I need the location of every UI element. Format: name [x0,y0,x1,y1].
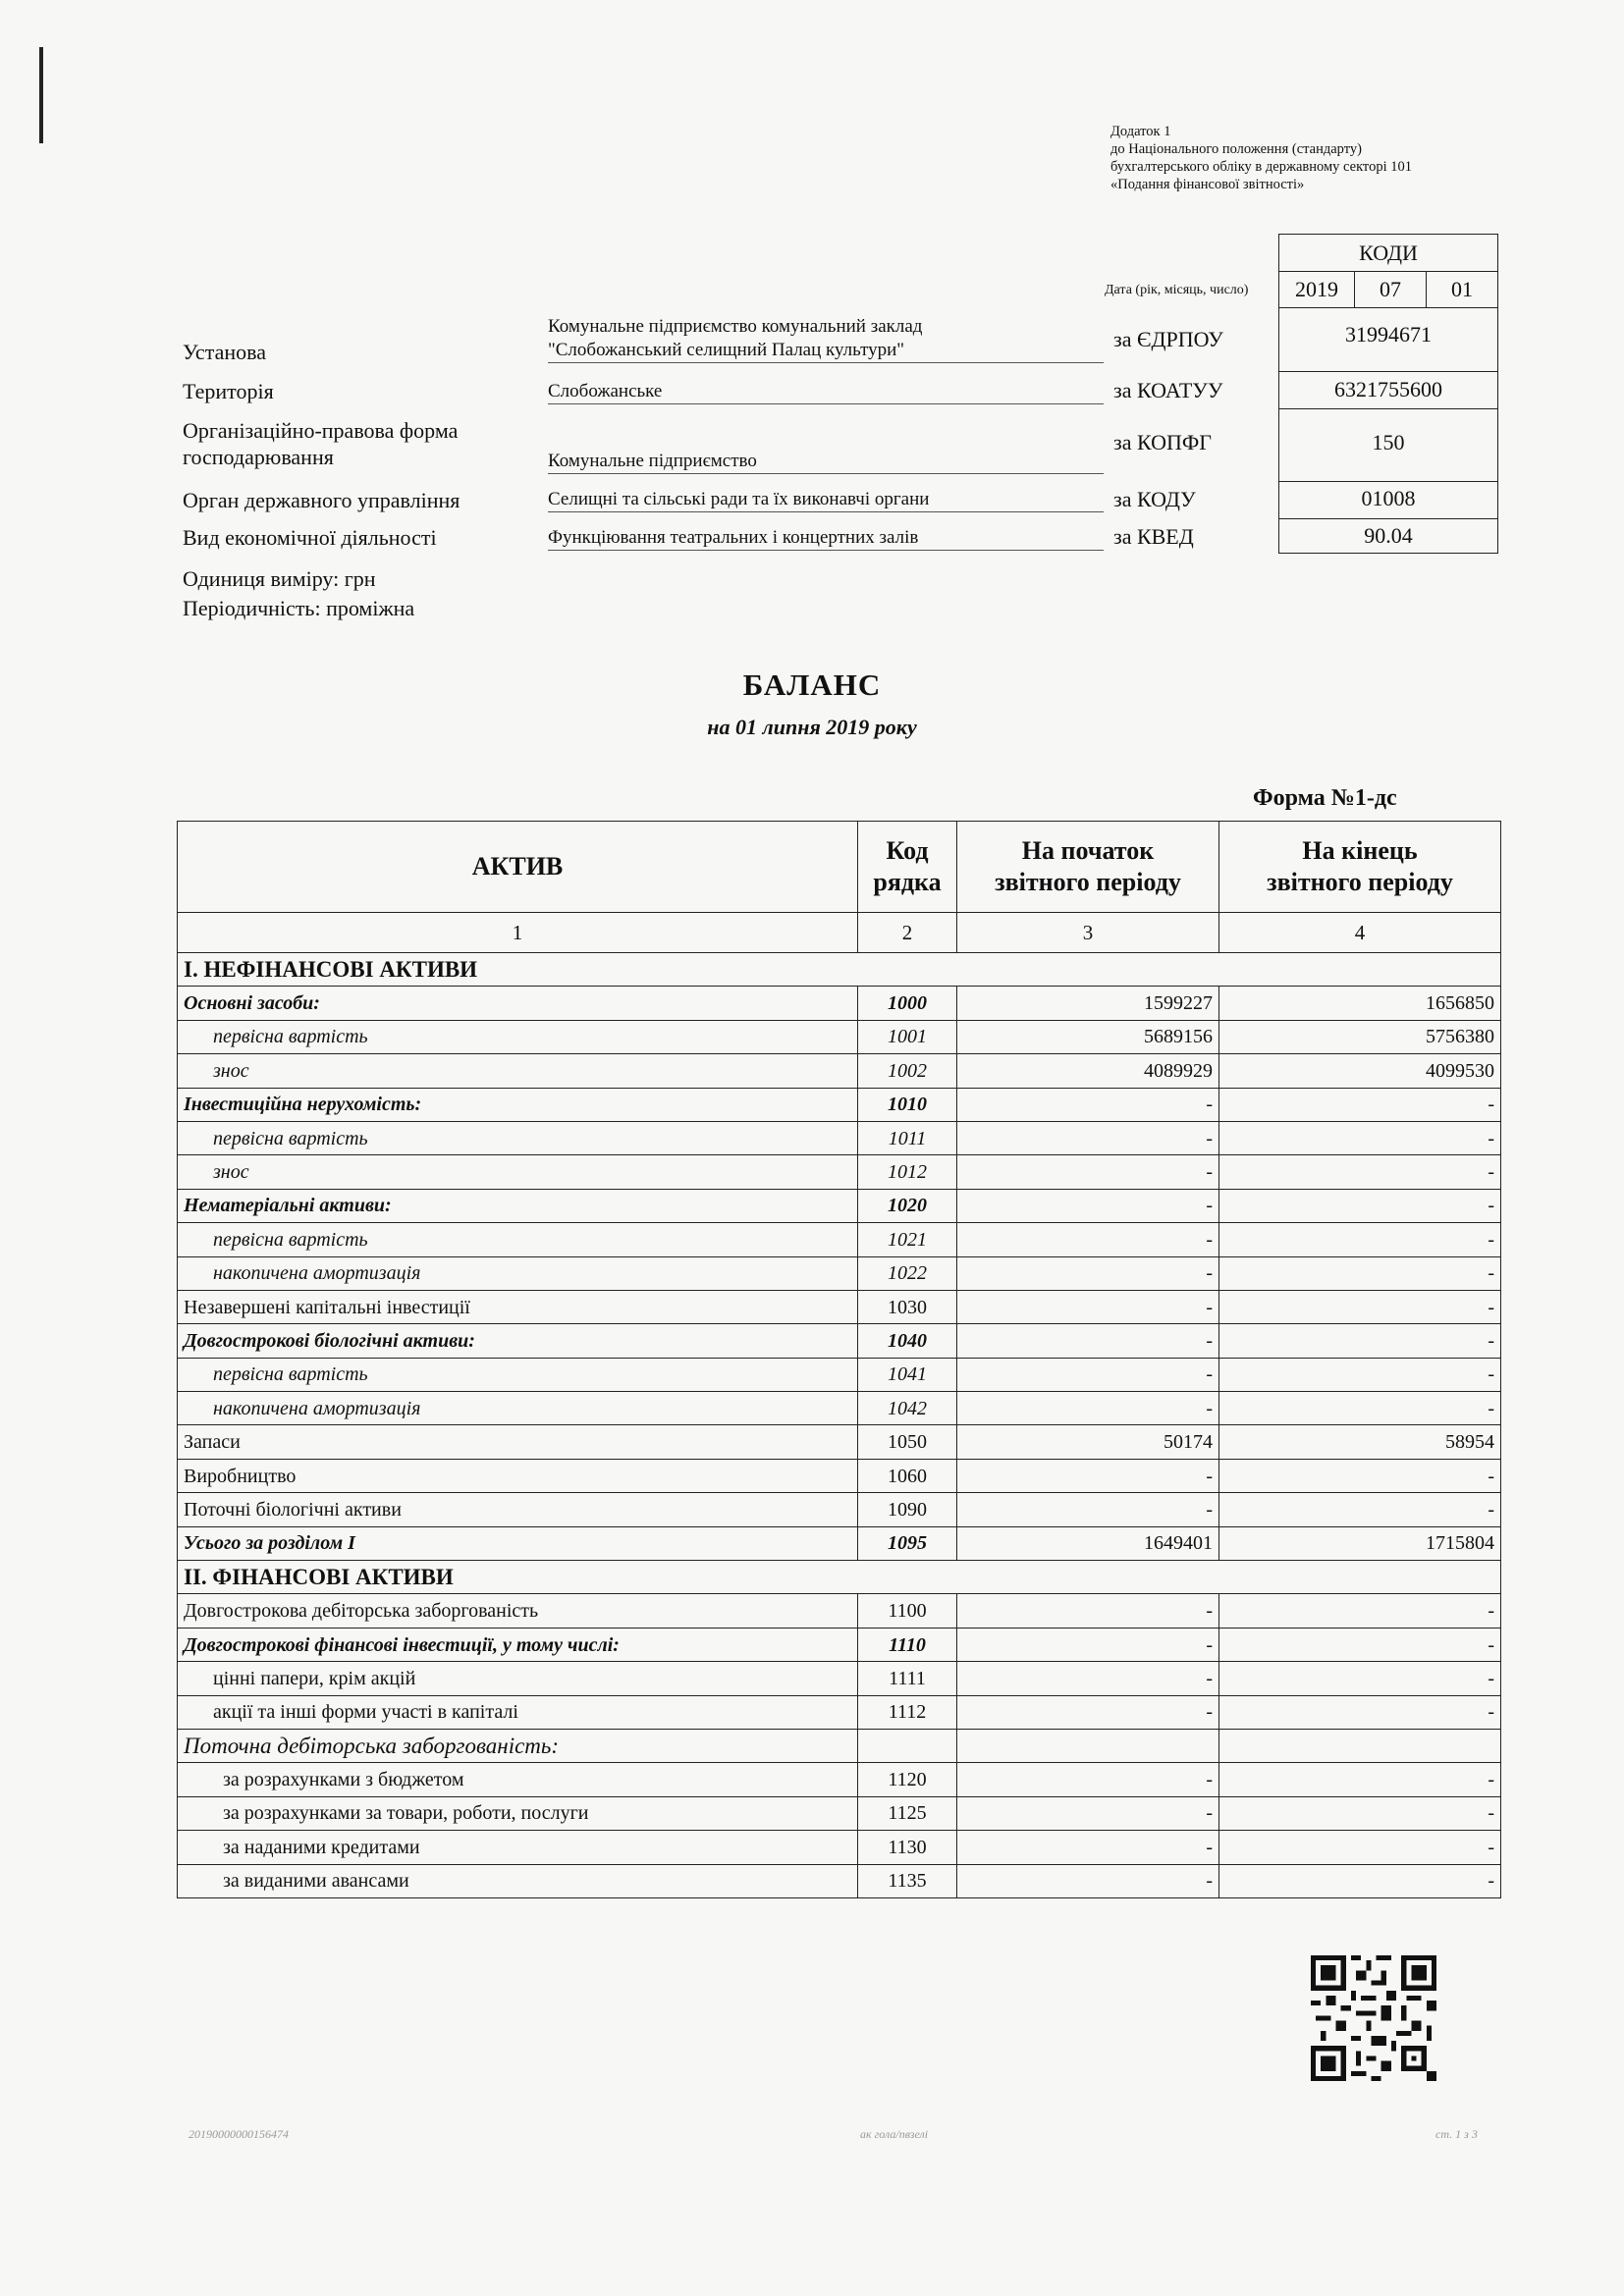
row-code: 1010 [858,1088,957,1121]
codes-header-table [1278,234,1498,308]
annex-line-4: «Подання фінансової звітності» [1110,177,1305,192]
row-start-value: - [957,1189,1219,1222]
row-label: за наданими кредитами [178,1831,858,1864]
section-heading: I. НЕФІНАНСОВІ АКТИВИ [178,953,1501,987]
row-code: 1050 [858,1425,957,1459]
row-label: Незавершені капітальні інвестиції [178,1290,858,1323]
col-number: 1 [178,913,858,953]
header-start-line-1: На початок [1021,836,1155,865]
row-code: 1020 [858,1189,957,1222]
row-start-value: 4089929 [957,1054,1219,1088]
row-end-value: - [1219,1223,1501,1256]
legal-form-label-line-2: господарювання [183,445,334,469]
row-start-value: - [957,1121,1219,1154]
row-end-value: - [1219,1763,1501,1796]
row-start-value: - [957,1628,1219,1661]
row-end-value: 58954 [1219,1425,1501,1459]
table-row [178,1155,1501,1189]
table-row [178,1493,1501,1526]
row-code: 1135 [858,1864,957,1897]
footer-doc-id: 20190000000156474 [189,2127,289,2141]
row-label: Запаси [178,1425,858,1459]
activity-label: Вид економічної діяльності [183,525,437,550]
codes-box [1278,306,1498,554]
koatuu-label: за КОАТУУ [1113,378,1223,402]
row-label: первісна вартість [178,1223,858,1256]
row-label: накопичена амортизація [178,1392,858,1425]
institution-value-line-2: "Слобожанський селищний Палац культури" [548,340,905,360]
row-start-value: - [957,1358,1219,1391]
row-start-value: - [957,1088,1219,1121]
row-start-value: - [957,1831,1219,1864]
edrpou-label: за ЄДРПОУ [1113,327,1223,351]
balance-table [177,821,1501,1898]
code-divider [1279,408,1497,409]
col-number: 3 [957,913,1219,953]
table-row [178,1662,1501,1695]
row-label: Усього за розділом I [178,1526,858,1560]
row-label: Виробництво [178,1459,858,1492]
table-row [178,1256,1501,1290]
table-row [178,1831,1501,1864]
row-label: за розрахунками з бюджетом [178,1763,858,1796]
kodu-label: за КОДУ [1113,487,1196,511]
legal-form-label [183,417,458,470]
form-number: Форма №1-дс [1253,785,1397,811]
row-end-value: - [1219,1628,1501,1661]
date-year: 2019 [1279,272,1355,308]
row-start-value [957,1729,1219,1762]
table-row [178,1425,1501,1459]
activity-value: Функціювання театральних і концертних залів [548,526,1104,551]
table-row [178,987,1501,1020]
row-label: первісна вартість [178,1358,858,1391]
date-day: 01 [1427,272,1498,308]
row-start-value: - [957,1155,1219,1189]
page-margin-mark [39,47,43,143]
row-end-value: - [1219,1864,1501,1897]
table-row [178,1020,1501,1053]
date-label: Дата (рік, місяць, число) [1105,283,1249,297]
row-label: знос [178,1155,858,1189]
row-end-value: - [1219,1831,1501,1864]
table-row [178,1459,1501,1492]
footer-page-number: ст. 1 з 3 [1435,2127,1478,2141]
table-row [178,1628,1501,1661]
row-code: 1120 [858,1763,957,1796]
header-end-line-2: звітного періоду [1267,868,1453,896]
document-title: БАЛАНС [742,667,882,702]
row-start-value: - [957,1695,1219,1729]
row-start-value: 1649401 [957,1526,1219,1560]
row-end-value: - [1219,1493,1501,1526]
row-label: первісна вартість [178,1020,858,1053]
row-label: цінні папери, крім акцій [178,1662,858,1695]
document-subtitle: на 01 липня 2019 року [707,715,917,739]
row-end-value: - [1219,1459,1501,1492]
row-end-value: - [1219,1121,1501,1154]
table-row [178,1561,1501,1594]
row-code: 1030 [858,1290,957,1323]
row-end-value: 1715804 [1219,1526,1501,1560]
code-divider [1279,371,1497,372]
row-label: акції та інші форми участі в капіталі [178,1695,858,1729]
footer-center-note: ак гола/пвзелі [860,2127,929,2141]
edrpou-code: 31994671 [1345,322,1432,347]
koatuu-code: 6321755600 [1334,377,1442,401]
table-row [178,1796,1501,1830]
row-start-value: - [957,1763,1219,1796]
row-label: знос [178,1054,858,1088]
authority-value: Селищні та сільські ради та їх виконавчі органи [548,488,1104,512]
table-row [178,1729,1501,1762]
row-label: первісна вартість [178,1121,858,1154]
codes-header: КОДИ [1279,235,1498,272]
territory-label: Територія [183,379,274,403]
header-code-line-1: Код [886,836,929,865]
header-code [858,822,957,913]
legal-form-value: Комунальне підприємство [548,450,1104,474]
header-period-start [957,822,1219,913]
row-start-value: 50174 [957,1425,1219,1459]
row-label: Довгострокові біологічні активи: [178,1324,858,1358]
row-code: 1011 [858,1121,957,1154]
institution-value-line-1: Комунальне підприємство комунальний заклад [548,316,923,337]
row-code: 1100 [858,1594,957,1628]
row-label: Довгострокові фінансові інвестиції, у тому числі: [178,1628,858,1661]
row-end-value: - [1219,1324,1501,1358]
row-end-value: - [1219,1392,1501,1425]
row-code: 1041 [858,1358,957,1391]
table-row [178,1054,1501,1088]
row-start-value: - [957,1493,1219,1526]
row-start-value: - [957,1290,1219,1323]
row-label: накопичена амортизація [178,1256,858,1290]
row-code: 1042 [858,1392,957,1425]
row-code: 1021 [858,1223,957,1256]
annex-line-2: до Національного положення (стандарту) [1110,141,1362,157]
header-end-line-1: На кінець [1302,836,1418,865]
row-start-value: 1599227 [957,987,1219,1020]
row-label: Поточні біологічні активи [178,1493,858,1526]
column-number-row [178,913,1501,953]
kopfg-code: 150 [1372,430,1405,454]
row-start-value: - [957,1594,1219,1628]
col-number: 2 [858,913,957,953]
table-row [178,1763,1501,1796]
annex-line-3: бухгалтерського обліку в державному секторі 101 [1110,159,1412,175]
kved-label: за КВЕД [1113,524,1194,549]
row-end-value: - [1219,1155,1501,1189]
table-row [178,1290,1501,1323]
row-end-value: - [1219,1695,1501,1729]
row-code: 1110 [858,1628,957,1661]
row-end-value: - [1219,1662,1501,1695]
row-code: 1000 [858,987,957,1020]
row-start-value: - [957,1662,1219,1695]
row-label: Основні засоби: [178,987,858,1020]
table-row [178,1392,1501,1425]
header-period-end [1219,822,1501,913]
row-start-value: - [957,1864,1219,1897]
table-row [178,1223,1501,1256]
territory-value: Слобожанське [548,380,1104,404]
row-start-value: - [957,1459,1219,1492]
table-row [178,1121,1501,1154]
row-code: 1001 [858,1020,957,1053]
row-end-value: - [1219,1290,1501,1323]
row-code [858,1729,957,1762]
row-start-value: - [957,1256,1219,1290]
header-code-line-2: рядка [873,868,942,896]
section-heading: II. ФІНАНСОВІ АКТИВИ [178,1561,1501,1594]
row-label: Інвестиційна нерухомість: [178,1088,858,1121]
row-end-value: - [1219,1594,1501,1628]
table-row [178,1358,1501,1391]
table-row [178,1324,1501,1358]
row-code: 1130 [858,1831,957,1864]
kved-code: 90.04 [1364,523,1413,548]
row-code: 1060 [858,1459,957,1492]
code-divider [1279,518,1497,519]
qr-code-icon [1311,1955,1436,2081]
row-start-value: 5689156 [957,1020,1219,1053]
row-end-value: - [1219,1189,1501,1222]
table-row [178,1695,1501,1729]
table-row [178,1088,1501,1121]
row-code: 1002 [858,1054,957,1088]
row-code: 1095 [858,1526,957,1560]
table-row [178,1864,1501,1897]
row-end-value: 5756380 [1219,1020,1501,1053]
row-label: за виданими авансами [178,1864,858,1897]
annex-note [1110,123,1503,193]
row-start-value: - [957,1392,1219,1425]
kodu-code: 01008 [1361,486,1416,510]
table-row [178,1189,1501,1222]
row-label: Нематеріальні активи: [178,1189,858,1222]
periodicity: Періодичність: проміжна [183,596,415,620]
row-code: 1090 [858,1493,957,1526]
row-end-value: - [1219,1256,1501,1290]
row-code: 1112 [858,1695,957,1729]
col-number: 4 [1219,913,1501,953]
row-start-value: - [957,1324,1219,1358]
table-row [178,953,1501,987]
unit-of-measure: Одиниця виміру: грн [183,566,376,591]
row-label: Поточна дебіторська заборгованість: [178,1729,858,1762]
legal-form-label-line-1: Організаційно-правова форма [183,418,459,443]
annex-line-1: Додаток 1 [1110,124,1171,139]
row-code: 1040 [858,1324,957,1358]
code-divider [1279,481,1497,482]
row-end-value: - [1219,1358,1501,1391]
row-code: 1012 [858,1155,957,1189]
header-start-line-2: звітного періоду [995,868,1181,896]
row-end-value: 1656850 [1219,987,1501,1020]
row-label: Довгострокова дебіторська заборгованість [178,1594,858,1628]
row-end-value: - [1219,1088,1501,1121]
institution-label: Установа [183,340,266,364]
authority-label: Орган державного управління [183,488,460,512]
row-end-value: 4099530 [1219,1054,1501,1088]
table-row [178,1526,1501,1560]
row-code: 1125 [858,1796,957,1830]
row-end-value: - [1219,1796,1501,1830]
kopfg-label: за КОПФГ [1113,430,1212,454]
institution-value [548,315,1104,363]
row-code: 1022 [858,1256,957,1290]
row-end-value [1219,1729,1501,1762]
row-label: за розрахунками за товари, роботи, послуги [178,1796,858,1830]
header-asset: АКТИВ [178,822,858,913]
row-start-value: - [957,1796,1219,1830]
table-row [178,1594,1501,1628]
date-month: 07 [1355,272,1427,308]
row-start-value: - [957,1223,1219,1256]
row-code: 1111 [858,1662,957,1695]
